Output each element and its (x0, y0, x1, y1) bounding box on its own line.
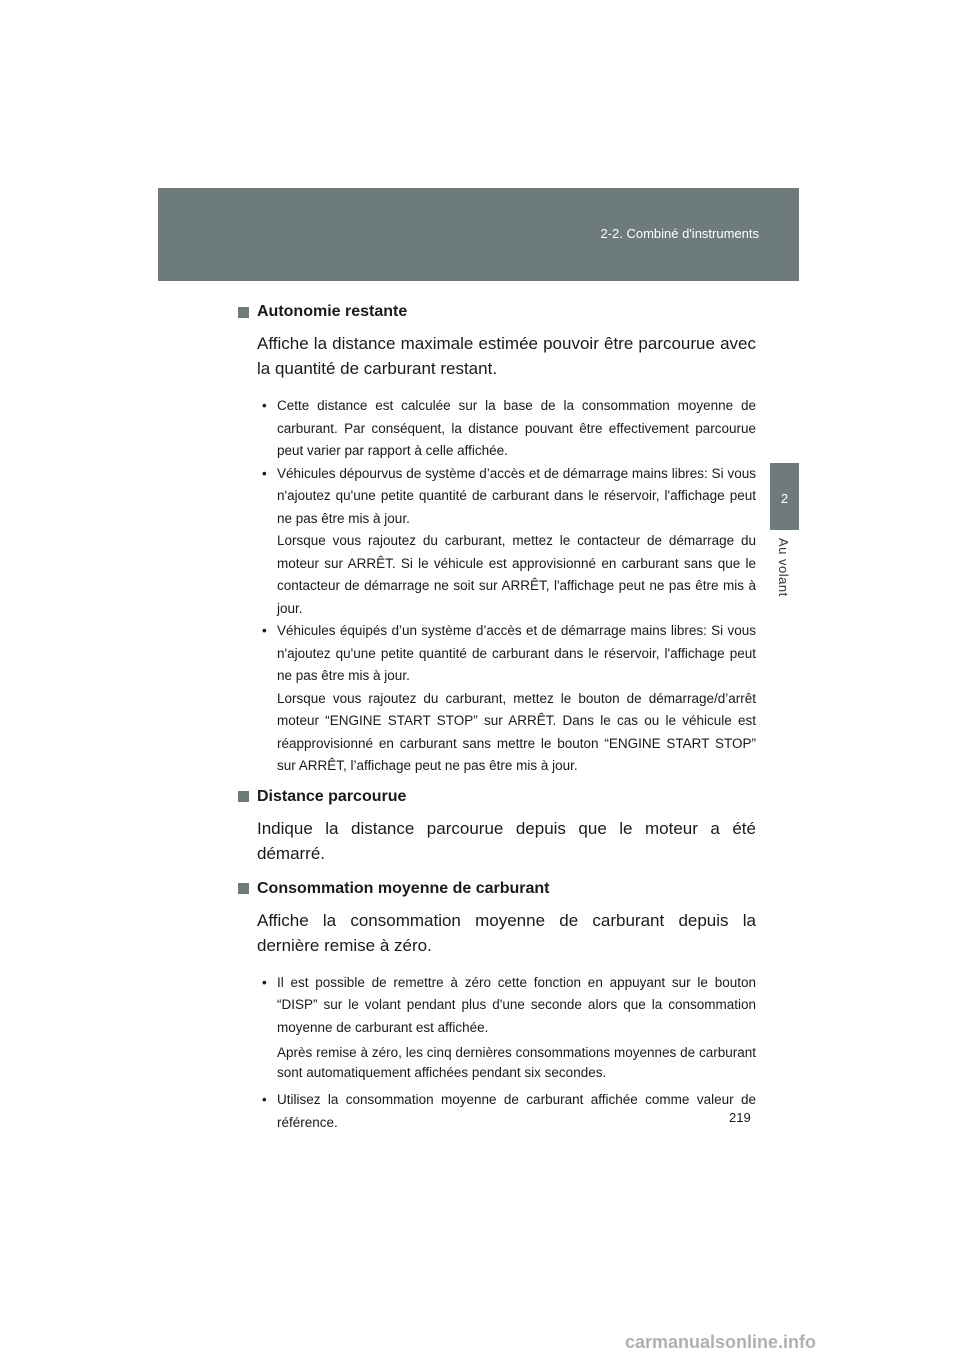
bullet-dot-icon: • (262, 1092, 267, 1107)
section-heading (238, 303, 756, 321)
section-title: 2-2. Combiné d'instruments (600, 226, 759, 241)
section-heading (238, 788, 756, 806)
note-item (257, 620, 756, 778)
section-body: Affiche la distance maximale estimée pouvoir être parcourue avec la quantité de carburant restant. (257, 334, 756, 378)
heading-text: Distance parcourue (257, 787, 407, 805)
chapter-label: Au volant (776, 538, 791, 597)
note-text: Véhicules dépourvus de système d’accès et de démarrage mains libres: Si vous n'ajoutez qu'une petite quantité de carburant dans le réservoir, l'affichage peut ne pas être mis à jour. (277, 465, 756, 526)
bullet-dot-icon: • (262, 398, 267, 413)
note-list (257, 395, 756, 778)
section-heading (238, 880, 756, 898)
note-item (257, 463, 756, 621)
page-content (238, 303, 756, 1144)
square-bullet-icon (238, 307, 249, 318)
heading-text: Autonomie restante (257, 303, 408, 320)
section-body: Indique la distance parcourue depuis que le moteur a été démarré. (257, 818, 756, 863)
chapter-header (158, 188, 799, 281)
note-item (257, 395, 756, 463)
note-text: Lorsque vous rajoutez du carburant, mettez le contacteur de démarrage du moteur sur ARRÊT. Si le véhicule est approvisionné en carburant sans que le contacteur de démarrage ne soit sur ARRÊT, l'affichage peut ne pas être mis à jour. (277, 533, 756, 616)
note-item (257, 1089, 756, 1134)
chapter-number: 2 (780, 491, 789, 506)
bullet-dot-icon: • (262, 974, 267, 990)
square-bullet-icon (238, 883, 249, 894)
note-item (257, 972, 756, 1084)
bullet-dot-icon: • (262, 623, 267, 638)
heading-text: Consommation moyenne de carburant (257, 879, 550, 897)
square-bullet-icon (238, 791, 249, 802)
section-body: Affiche la consommation moyenne de carburant depuis la dernière remise à zéro. (257, 910, 756, 955)
note-list (257, 972, 756, 1135)
page-number: 219 (729, 1110, 751, 1125)
watermark: carmanualsonline.info (625, 1332, 817, 1352)
note-text: Véhicules équipés d’un système d’accès et de démarrage mains libres: Si vous n'ajoutez qu'une petite quantité de carburant dans le réservoir, l'affichage peut ne pas être mis à jour. (277, 623, 756, 683)
note-text: Cette distance est calculée sur la base de la consommation moyenne de carburant. Par conséquent, la distance pouvant être effectivement parcourue peut varier par rapport à celle affichée. (277, 398, 756, 458)
note-text: Après remise à zéro, les cinq dernières consommations moyennes de carburant sont automatiquement affichées pendant six secondes. (277, 1045, 756, 1080)
bullet-dot-icon: • (262, 465, 267, 481)
note-text: Il est possible de remettre à zéro cette fonction en appuyant sur le bouton “DISP” sur le volant pendant plus d'une seconde alors que la consommation moyenne de carburant est affichée. (277, 974, 756, 1035)
note-text: Lorsque vous rajoutez du carburant, mettez le bouton de démarrage/d’arrêt moteur “ENGINE START STOP” sur ARRÊT. Dans le cas ou le véhicule est réapprovisionné en carburant sans mettre le bouton “ENGINE START STOP” sur ARRÊT, l’affichage peut ne pas être mis à jour. (277, 690, 756, 773)
note-text: Utilisez la consommation moyenne de carburant affichée comme valeur de référence. (277, 1092, 756, 1130)
chapter-tab (770, 463, 799, 530)
